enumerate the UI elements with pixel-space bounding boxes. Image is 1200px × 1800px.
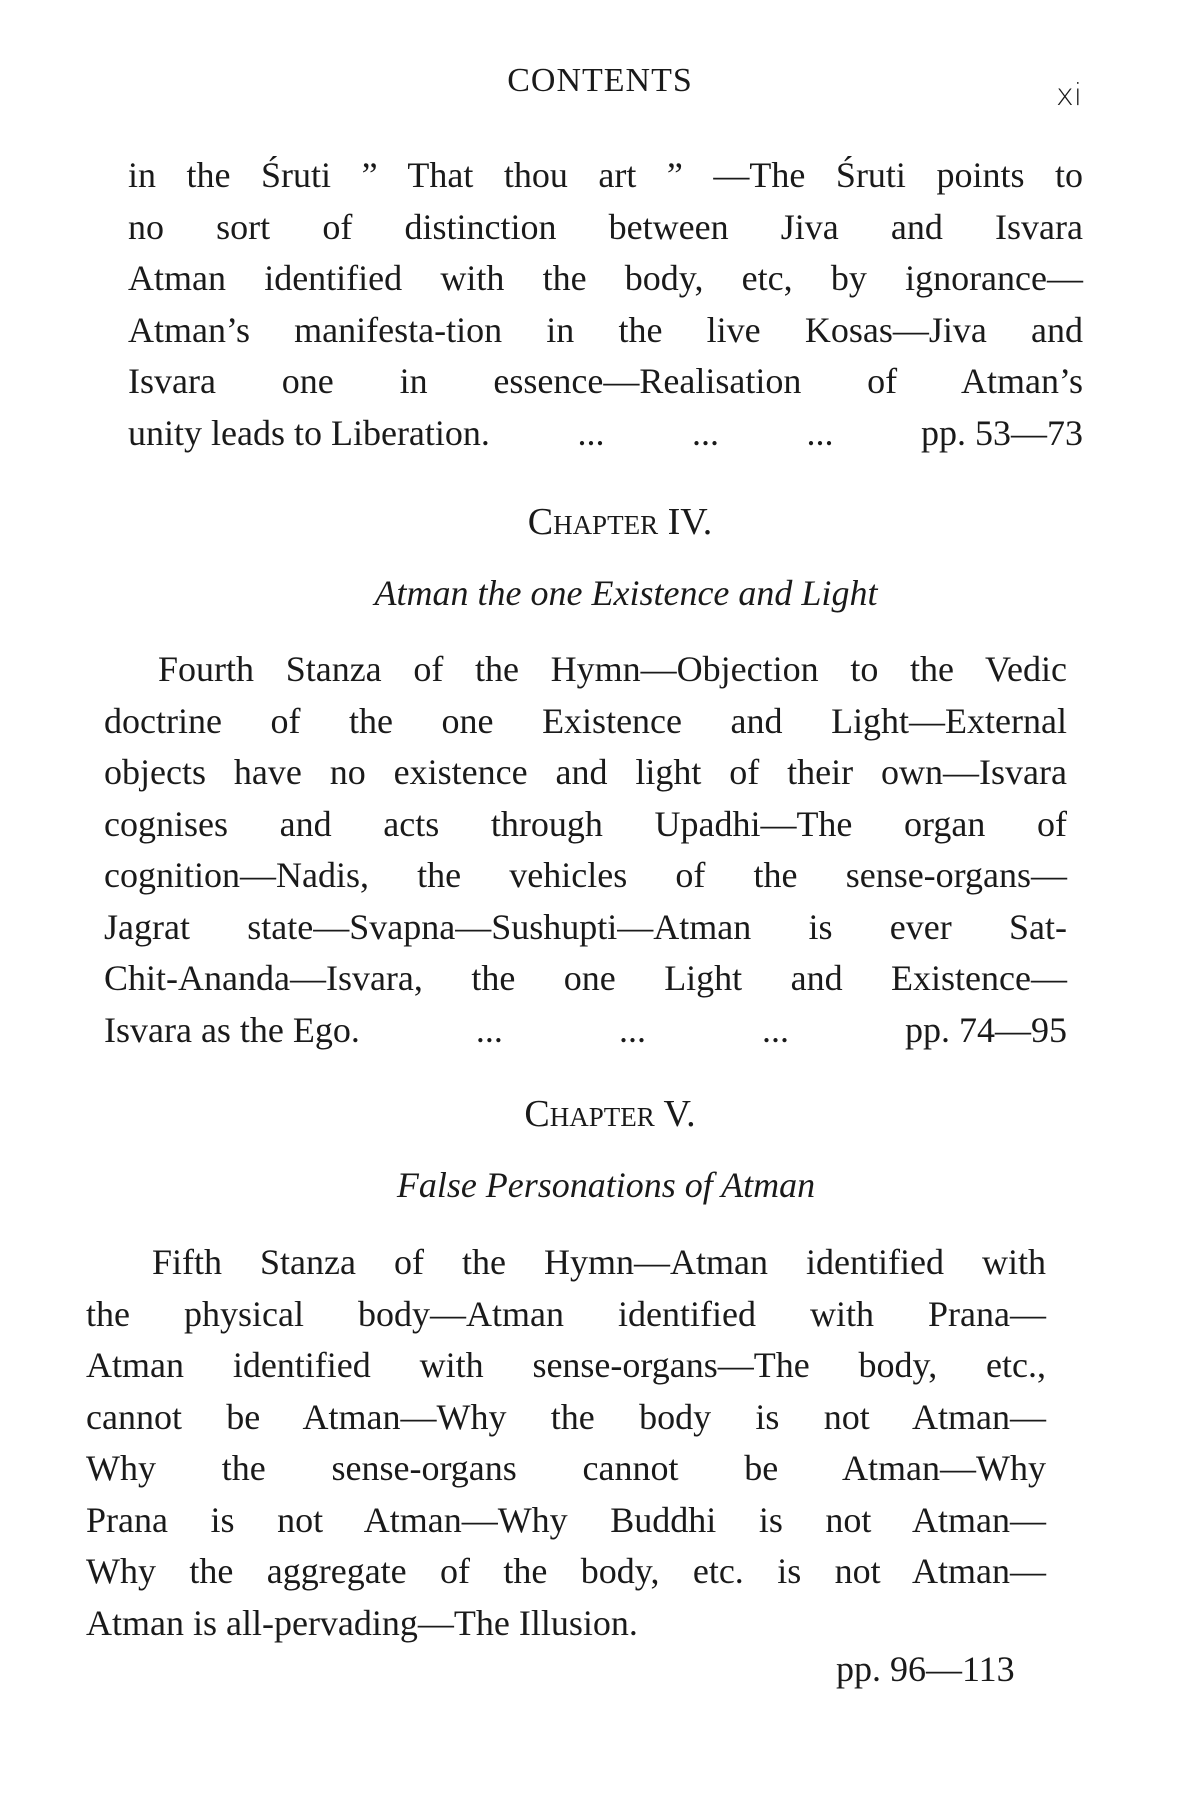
text-line: doctrine of the one Existence and Light—External xyxy=(104,700,1067,741)
page-number: xi xyxy=(1056,78,1083,113)
text-line: in the Śruti ” That thou art ” —The Śruti points to xyxy=(128,155,1083,195)
text-line: cognition—Nadis, the vehicles of the sense-organs— xyxy=(104,855,1067,895)
page-range: pp. 96—113 xyxy=(836,1649,1015,1689)
page-range: pp. 53—73 xyxy=(920,412,1083,453)
leader-dots: ... xyxy=(577,412,605,453)
text-line: no sort of distinction between Jiva and Isvara xyxy=(128,206,1083,247)
text-line: Why the sense-organs cannot be Atman—Why xyxy=(86,1448,1046,1488)
text-line: Fifth Stanza of the Hymn—Atman identified with xyxy=(152,1242,1046,1282)
chapter4-summary xyxy=(104,644,1067,1056)
leader-dots: ... xyxy=(475,1009,503,1050)
chapter-label: Chapter V. xyxy=(524,1093,696,1135)
text-line-final xyxy=(104,1005,1067,1057)
leader-dots: ... xyxy=(761,1009,789,1050)
text-line: Atman identified with sense-organs—The body, etc., xyxy=(86,1345,1046,1385)
text-line: objects have no existence and light of their own—Isvara xyxy=(104,752,1067,792)
text-line: unity leads to Liberation. xyxy=(128,412,490,453)
leader-dots: ... xyxy=(806,412,834,453)
leader-dots: ... xyxy=(618,1009,646,1050)
text-line: Isvara as the Ego. xyxy=(104,1009,360,1050)
text-line: cognises and acts through Upadhi—The organ of xyxy=(104,803,1067,844)
chapter-heading xyxy=(20,500,1200,544)
text-line: Isvara one in essence—Realisation of Atman’s xyxy=(128,361,1083,401)
text-line: the physical body—Atman identified with Prana— xyxy=(86,1293,1046,1334)
text-line: Atman is all-pervading—The Illusion. xyxy=(86,1602,638,1643)
text-line: Atman identified with the body, etc, by ignorance— xyxy=(128,258,1083,298)
text-line: Atman’s manifesta-tion in the live Kosas—Jiva and xyxy=(128,309,1083,350)
text-line-final xyxy=(128,408,1083,460)
text-line: Jagrat state—Svapna—Sushupti—Atman is ever Sat- xyxy=(104,906,1067,947)
running-title: CONTENTS xyxy=(507,62,693,99)
text-line: cannot be Atman—Why the body is not Atman— xyxy=(86,1396,1046,1437)
page-range: pp. 74—95 xyxy=(904,1009,1067,1050)
text-line: Prana is not Atman—Why Buddhi is not Atman— xyxy=(86,1499,1046,1540)
text-line: Why the aggregate of the body, etc. is not Atman— xyxy=(86,1551,1046,1591)
chapter-title: Atman the one Existence and Light xyxy=(374,573,878,613)
text-line: Chit-Ananda—Isvara, the one Light and Existence— xyxy=(104,958,1067,998)
chapter-label: Chapter IV. xyxy=(527,501,713,543)
leader-dots: ... xyxy=(691,412,719,453)
chapter-title: False Personations of Atman xyxy=(396,1165,816,1205)
chapter5-summary xyxy=(86,1237,1046,1649)
chapter-heading xyxy=(10,1092,1200,1136)
chapter3-continuation xyxy=(128,150,1083,459)
text-line: Fourth Stanza of the Hymn—Objection to the Vedic xyxy=(158,649,1067,689)
